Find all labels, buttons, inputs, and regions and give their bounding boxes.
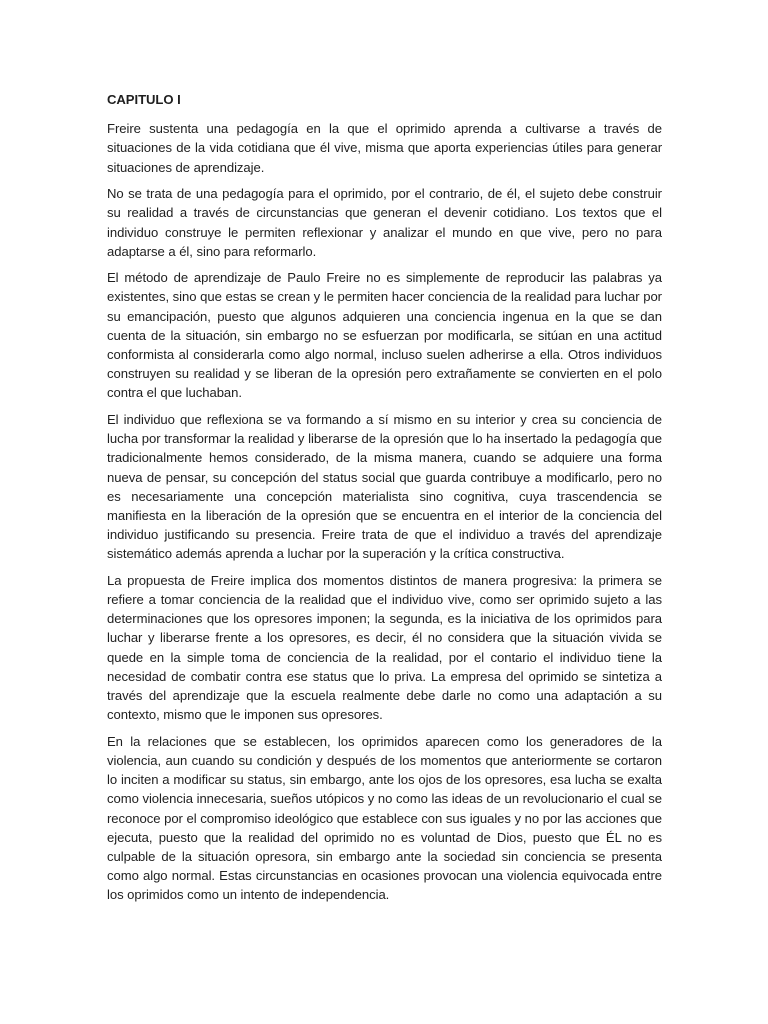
paragraph-6: En la relaciones que se establecen, los oprimidos aparecen como los generadores de la violencia, aun cuando su condición y después de los momentos que anteriormente se cortaron lo inciten a modificar su status, sin embargo, ante los ojos de los opresores, esa lucha se exalta como violencia innecesaria, sueños utópicos y no como las ideas de un revolucionario el cual se reconoce por el compromiso ideológico que establece con sus iguales y no por las acciones que ejecuta, puesto que la realidad del oprimido no es voluntad de Dios, puesto que ÉL no es culpable de la situación opresora, sin embargo ante la sociedad sin conciencia se presenta como algo normal. Estas circunstancias en ocasiones provocan una violencia equivocada entre los oprimidos como un intento de independencia. (107, 733, 662, 903)
paragraph-3: El método de aprendizaje de Paulo Freire no es simplemente de reproducir las palabras ya existentes, sino que estas se crean y le permiten hacer conciencia de la realidad para luchar por su emancipación, puesto que algunos adquieren una conciencia ingenua en la que se dan cuenta de la situación, sin embargo no se esfuerzan por modificarla, se sitúan en una actitud conformista al considerarla como algo normal, incluso suelen adherirse a ella. Otros individuos construyen su realidad y se liberan de la opresión pero extrañamente se convierten en el polo contra el que luchaban. (107, 270, 662, 401)
paragraph-2: No se trata de una pedagogía para el oprimido, por el contrario, de él, el sujeto debe construir su realidad a través de circunstancias que generan el devenir cotidiano. Los textos que el individuo construye le permiten reflexionar y analizar el mundo en que vive, pero no para adaptarse a él, sino para reformarlo. (107, 186, 662, 259)
paragraph-1: Freire sustenta una pedagogía en la que el oprimido aprenda a cultivarse a través de situaciones de la vida cotidiana que él vive, misma que aporta experiencias útiles para generar situaciones de aprendizaje. (107, 121, 662, 175)
chapter-heading: CAPITULO I (107, 92, 181, 107)
paragraph-5: La propuesta de Freire implica dos momentos distintos de manera progresiva: la primera se refiere a tomar conciencia de la realidad que el individuo vive, como ser oprimido sujeto a las determinaciones que los opresores imponen; la segunda, es la iniciativa de los oprimidos para luchar y liberarse frente a los opresores, es decir, él no considera que la situación vivida se quede en la simple toma de conciencia de la realidad, por el contario el individuo tiene la necesidad de combatir contra ese status que lo priva. La empresa del oprimido se sintetiza a través del aprendizaje que la escuela realmente debe darle no como una adaptación a su contexto, mismo que le imponen sus opresores. (107, 572, 662, 723)
paragraph-4: El individuo que reflexiona se va formando a sí mismo en su interior y crea su conciencia de lucha por transformar la realidad y liberarse de la opresión que lo ha insertado la pedagogía que tradicionalmente hemos considerado, de la misma manera, cuando se adquiere una forma nueva de pensar, su concepción del status social que guarda contribuye a modificarlo, pero no es necesariamente una concepción materialista sino cognitiva, cuya trascendencia se manifiesta en la liberación de la opresión que se encuentra en el interior de la conciencia del individuo justificando su presencia. Freire trata de que el individuo a través del aprendizaje sistemático además aprenda a luchar por la superación y la crítica constructiva. (107, 411, 662, 562)
document-body (107, 90, 662, 912)
